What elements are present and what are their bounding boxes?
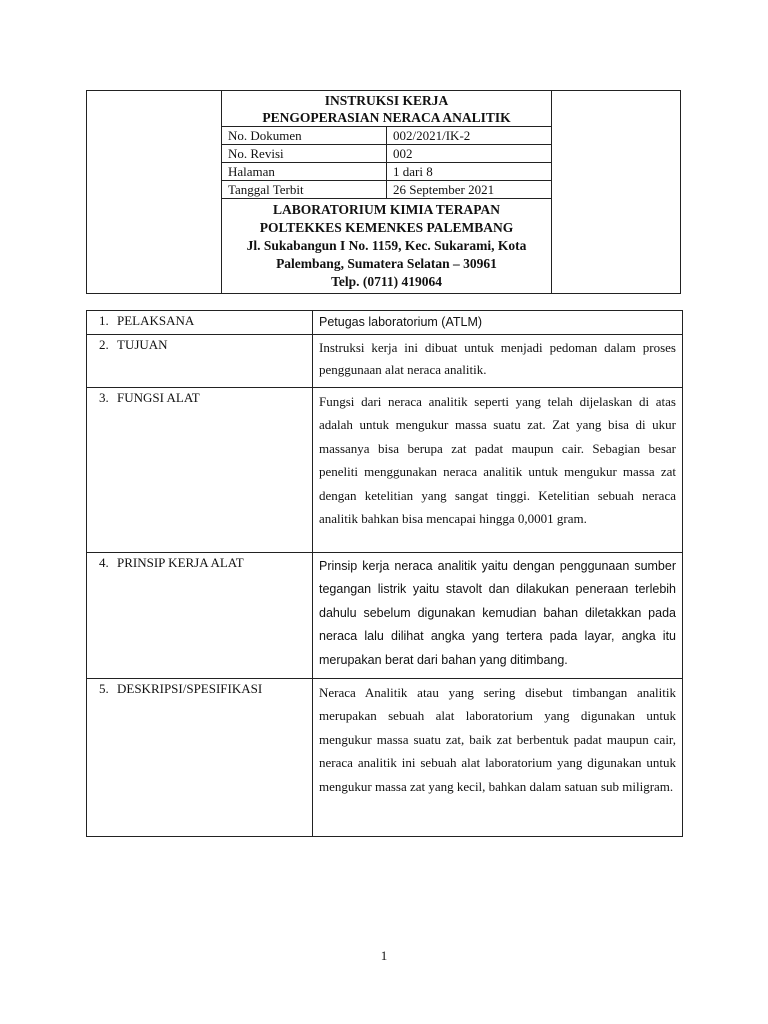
meta-value: 002 bbox=[387, 145, 552, 163]
section-number: 4. bbox=[99, 555, 109, 570]
section-label bbox=[87, 388, 313, 553]
section-title: PELAKSANA bbox=[117, 313, 195, 328]
section-label bbox=[87, 311, 313, 335]
meta-value: 002/2021/IK-2 bbox=[387, 127, 552, 145]
section-text: Instruksi kerja ini dibuat untuk menjadi pedoman dalam proses penggunaan alat neraca analitik. bbox=[313, 335, 683, 388]
section-label bbox=[87, 335, 313, 388]
logo-placeholder-left bbox=[87, 91, 222, 294]
section-title: PRINSIP KERJA ALAT bbox=[117, 555, 244, 570]
lab-line: Telp. (0711) 419064 bbox=[331, 274, 442, 289]
table-row bbox=[87, 311, 683, 335]
document-header-table bbox=[86, 90, 681, 294]
section-title: TUJUAN bbox=[117, 337, 168, 352]
section-text: Prinsip kerja neraca analitik yaitu dengan penggunaan sumber tegangan listrik yaitu stavolt dan dilakukan peneraan terlebih dahulu sebelum digunakan kemudian bahan diletakkan pada neraca lalu dilihat angka yang tertera pada layar, angka itu merupakan berat dari bahan yang ditimbang. bbox=[313, 553, 683, 679]
title-line-1: INSTRUKSI KERJA bbox=[324, 93, 449, 108]
lab-line: Palembang, Sumatera Selatan – 30961 bbox=[276, 256, 497, 271]
section-title: FUNGSI ALAT bbox=[117, 390, 200, 405]
section-title: DESKRIPSI/SPESIFIKASI bbox=[117, 681, 263, 697]
document-title bbox=[222, 91, 552, 127]
meta-label: No. Revisi bbox=[222, 145, 387, 163]
title-line-2: PENGOPERASIAN NERACA ANALITIK bbox=[262, 110, 511, 125]
section-label bbox=[87, 553, 313, 679]
meta-value: 26 September 2021 bbox=[387, 181, 552, 199]
lab-line: LABORATORIUM KIMIA TERAPAN bbox=[272, 202, 501, 217]
table-row bbox=[87, 335, 683, 388]
lab-line: Jl. Sukabangun I No. 1159, Kec. Sukarami, Kota bbox=[246, 238, 527, 253]
table-row bbox=[87, 388, 683, 553]
section-label bbox=[87, 679, 313, 837]
table-row bbox=[87, 679, 683, 837]
lab-line: POLTEKKES KEMENKES PALEMBANG bbox=[259, 220, 514, 235]
laboratory-info bbox=[222, 199, 552, 294]
section-text: Fungsi dari neraca analitik seperti yang telah dijelaskan di atas adalah untuk mengukur massa suatu zat. Zat yang bisa di ukur massanya bisa berupa zat padat maupun cair. Sebagian besar peneliti menggunakan neraca analitik untuk mengukur massa zat dengan ketelitian yang sangat tinggi. Ketelitian sebuah neraca analitik bahkan bisa mencapai hingga 0,0001 gram. bbox=[313, 388, 683, 553]
meta-value: 1 dari 8 bbox=[387, 163, 552, 181]
section-number: 5. bbox=[99, 681, 109, 697]
table-row bbox=[87, 553, 683, 679]
section-number: 1. bbox=[99, 313, 109, 328]
section-text: Petugas laboratorium (ATLM) bbox=[313, 311, 683, 335]
instruction-table bbox=[86, 310, 683, 837]
meta-label: Tanggal Terbit bbox=[222, 181, 387, 199]
meta-label: Halaman bbox=[222, 163, 387, 181]
logo-placeholder-right bbox=[552, 91, 681, 294]
section-number: 2. bbox=[99, 337, 109, 352]
section-number: 3. bbox=[99, 390, 109, 405]
meta-label: No. Dokumen bbox=[222, 127, 387, 145]
section-text: Neraca Analitik atau yang sering disebut timbangan analitik merupakan sebuah alat laboratorium yang digunakan untuk mengukur massa suatu zat, baik zat berbentuk padat maupun cair, neraca analitik ini sebuah alat laboratorium yang digunakan untuk mengukur massa zat yang kecil, bahkan dalam satuan sub miligram. bbox=[313, 679, 683, 837]
page-number: 1 bbox=[380, 948, 388, 963]
